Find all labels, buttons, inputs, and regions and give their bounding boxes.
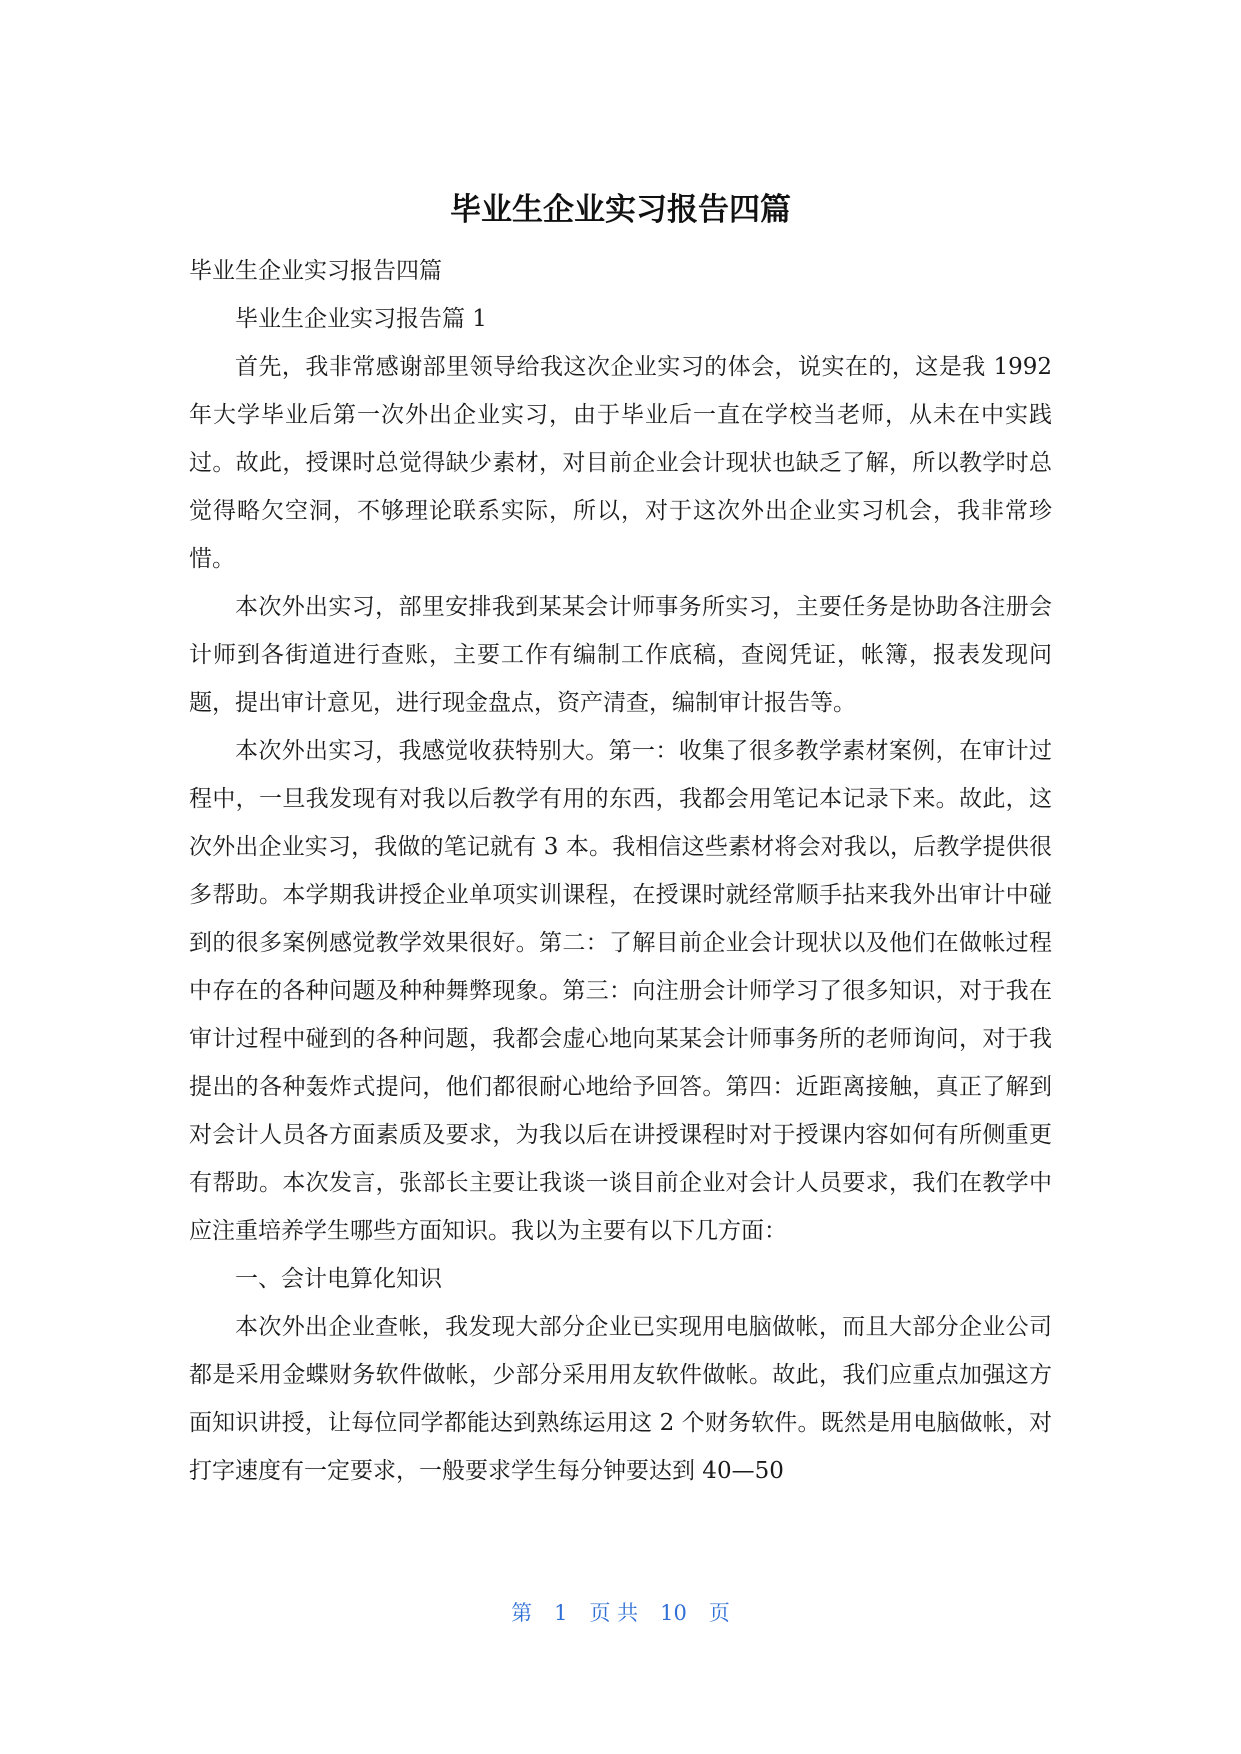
footer-page-word: 第 bbox=[511, 1601, 533, 1625]
paragraph-subheading: 毕业生企业实习报告篇 1 bbox=[235, 306, 487, 332]
footer-total-suffix: 页 bbox=[708, 1601, 730, 1625]
paragraph-heading: 毕业生企业实习报告四篇 bbox=[189, 258, 442, 284]
document-body bbox=[189, 247, 1052, 1495]
page-footer bbox=[0, 1598, 1241, 1628]
paragraph: 本次外出企业查帐，我发现大部分企业已实现用电脑做帐，而且大部分企业公司都是采用金蝶财务软件做帐，少部分采用用友软件做帐。故此，我们应重点加强这方面知识讲授，让每位同学都能达到熟练运用这 2 个财务软件。既然是用电脑做帐，对打字速度有一定要求，一般要求学生每分钟要达到 40—50 bbox=[189, 1314, 1052, 1484]
footer-page-number: 1 bbox=[554, 1601, 568, 1625]
footer-total-prefix: 页 共 bbox=[589, 1601, 639, 1625]
footer-total-pages: 10 bbox=[660, 1601, 687, 1625]
paragraph: 本次外出实习，部里安排我到某某会计师事务所实习，主要任务是协助各注册会计师到各街道进行查账，主要工作有编制工作底稿，查阅凭证，帐簿，报表发现问题，提出审计意见，进行现金盘点，资产清查，编制审计报告等。 bbox=[189, 594, 1052, 716]
paragraph: 首先，我非常感谢部里领导给我这次企业实习的体会，说实在的，这是我 1992 年大学毕业后第一次外出企业实习，由于毕业后一直在学校当老师，从未在中实践过。故此，授课时总觉得缺少素材，对目前企业会计现状也缺乏了解，所以教学时总觉得略欠空洞，不够理论联系实际，所以，对于这次外出企业实习机会，我非常珍惜。 bbox=[189, 354, 1052, 572]
section-heading: 一、会计电算化知识 bbox=[235, 1266, 442, 1292]
document-title: 毕业生企业实习报告四篇 bbox=[450, 192, 791, 228]
paragraph: 本次外出实习，我感觉收获特别大。第一：收集了很多教学素材案例，在审计过程中，一旦我发现有对我以后教学有用的东西，我都会用笔记本记录下来。故此，这次外出企业实习，我做的笔记就有 3 本。我相信这些素材将会对我以，后教学提供很多帮助。本学期我讲授企业单项实训课程，在授课时就经常顺手拈来我外出审计中碰到的很多案例感觉教学效果很好。第二：了解目前企业会计现状以及他们在做帐过程中存在的各种问题及种种舞弊现象。第三：向注册会计师学习了很多知识，对于我在审计过程中碰到的各种问题，我都会虚心地向某某会计师事务所的老师询问，对于我提出的各种轰炸式提问，他们都很耐心地给予回答。第四：近距离接触，真正了解到对会计人员各方面素质及要求，为我以后在讲授课程时对于授课内容如何有所侧重更有帮助。本次发言，张部长主要让我谈一谈目前企业对会计人员要求，我们在教学中应注重培养学生哪些方面知识。我以为主要有以下几方面： bbox=[189, 738, 1052, 1244]
